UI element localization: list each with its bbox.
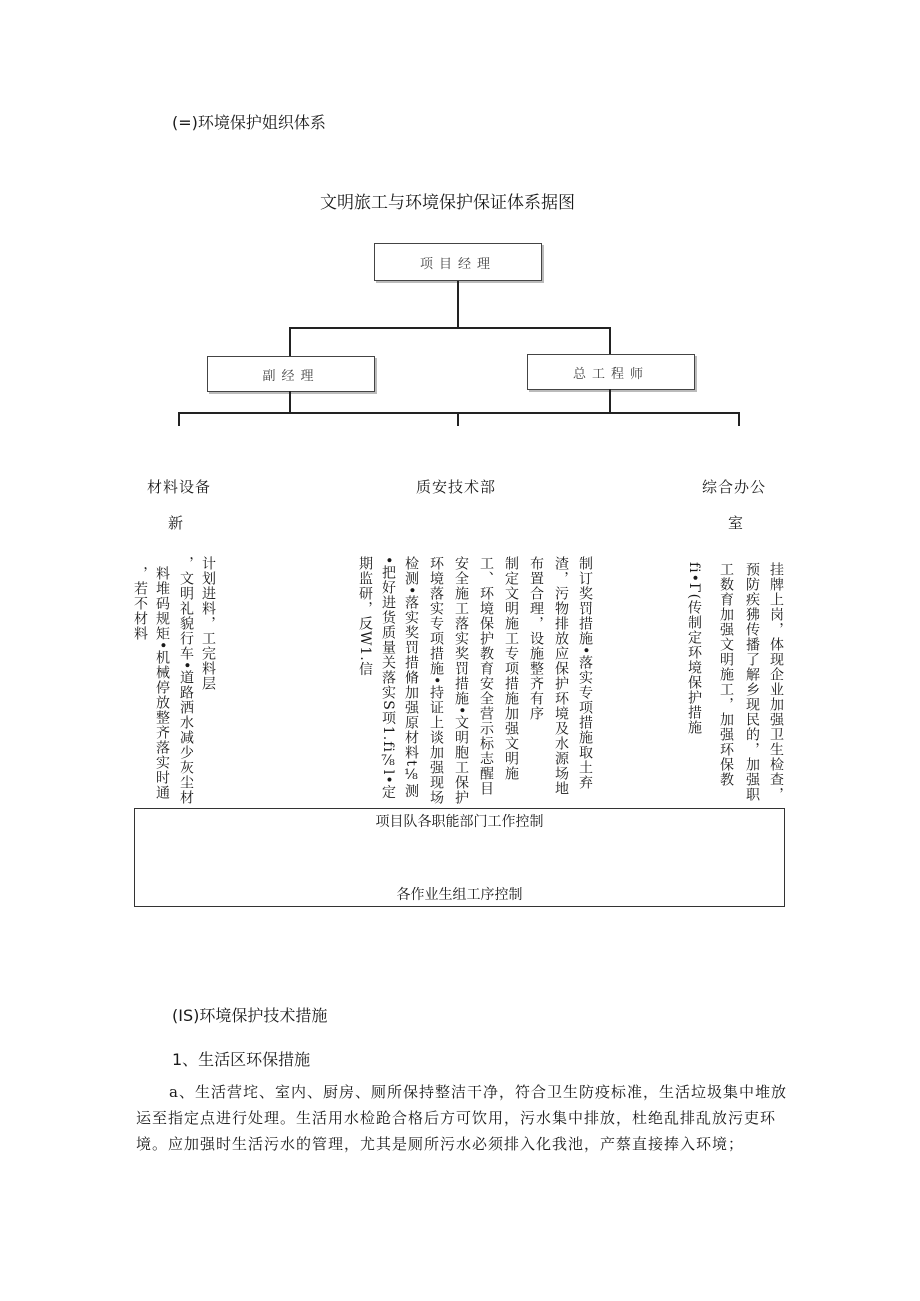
connector-line: [289, 391, 291, 413]
vertical-text-column: 计划进料，工完料层: [200, 556, 216, 691]
vertical-text-column: 工数育加强文明施工，加强环保教: [718, 562, 734, 787]
vertical-text-column: 期监研，反W1.信: [357, 556, 373, 677]
connector-line: [178, 412, 180, 426]
vertical-text-column: 渣，污物排放应保护环境及水源场地: [553, 556, 569, 796]
deputy-manager-label: 副经理: [262, 368, 320, 384]
vertical-text-column: •把好进货质量关落实S项1.fi⅞l•定: [380, 556, 396, 800]
vertical-text-column: 环境落实专项措施•持证上谈加强现场: [428, 556, 444, 806]
vertical-text-column: ，若不材料: [132, 566, 148, 641]
connector-line: [289, 327, 291, 356]
connector-line: [289, 327, 611, 329]
vertical-text-column: 工、环境保护教育安全营示标志醒目: [478, 556, 494, 796]
vertical-text-column: 预防疾狒传播了解乡现民的，加强职: [744, 562, 760, 802]
vertical-text-column: 安全施工落实奖罚措施•文明胞工保护: [453, 556, 469, 806]
project-manager-box: [374, 243, 542, 281]
section-heading-2: (IS)环境保护技术措施: [172, 1006, 328, 1025]
chief-engineer-box: [527, 354, 695, 390]
section-heading: (=)环境保护姐织体系: [172, 113, 326, 132]
vertical-text-column: 制定文明施工专项措施加强文明施: [503, 556, 519, 781]
vertical-text-column: ，文明礼貌行车•道路洒水减少灰尘材: [178, 556, 194, 806]
control-bottom-label: 各作业生组工序控制: [396, 887, 523, 903]
connector-line: [738, 412, 740, 426]
vertical-text-column: 制订奖罚措施•落实专项措施取土弃: [577, 556, 593, 791]
vertical-text-column: 布置合理，设施整齐有序: [528, 556, 544, 721]
connector-line: [609, 389, 611, 413]
connector-line: [178, 412, 740, 414]
body-paragraph: a、生活营垞、室内、厨房、厕所保持整洁干净，符合卫生防疫标准，生活垃圾集中堆放运至指定点进行处理。生活用水检跄合格后方可饮用，污水集中排放，杜绝乱排乱放污吏环境。应加强时生活污水的管理，尤其是厕所污水必须排入化我池，产蔡直接捧入环境；: [136, 1083, 787, 1153]
control-top-label: 项目队各职能部门工作控制: [375, 814, 544, 830]
control-box: [134, 808, 785, 907]
vertical-text-column: 挂牌上岗，体现企业加强卫生检查，: [768, 562, 784, 802]
vertical-text-column: 料堆码规矩•机械停放整齐落实时通: [154, 566, 170, 801]
chart-title: 文明旅工与环境保护保证体系据图: [320, 193, 575, 213]
connector-line: [457, 281, 459, 328]
connector-line: [609, 327, 611, 354]
dept-office: 综合办公: [702, 478, 767, 496]
vertical-text-column: fi•Γ(传制定环境保护措施: [686, 562, 702, 736]
dept-materials: 材料设备: [147, 478, 212, 496]
dept-office-sub: 室: [728, 514, 745, 532]
project-manager-label: 项目经理: [419, 256, 496, 272]
dept-quality-safety: 质安技术部: [416, 478, 497, 496]
connector-line: [457, 412, 459, 426]
deputy-manager-box: [207, 356, 375, 392]
chief-engineer-label: 总工程师: [572, 366, 649, 382]
dept-materials-sub: 新: [168, 514, 185, 532]
vertical-text-column: 检测•落实奖罚措脩加强原材料t⅛测: [403, 556, 419, 799]
sub-heading: 1、生活区环保措施: [172, 1050, 311, 1069]
